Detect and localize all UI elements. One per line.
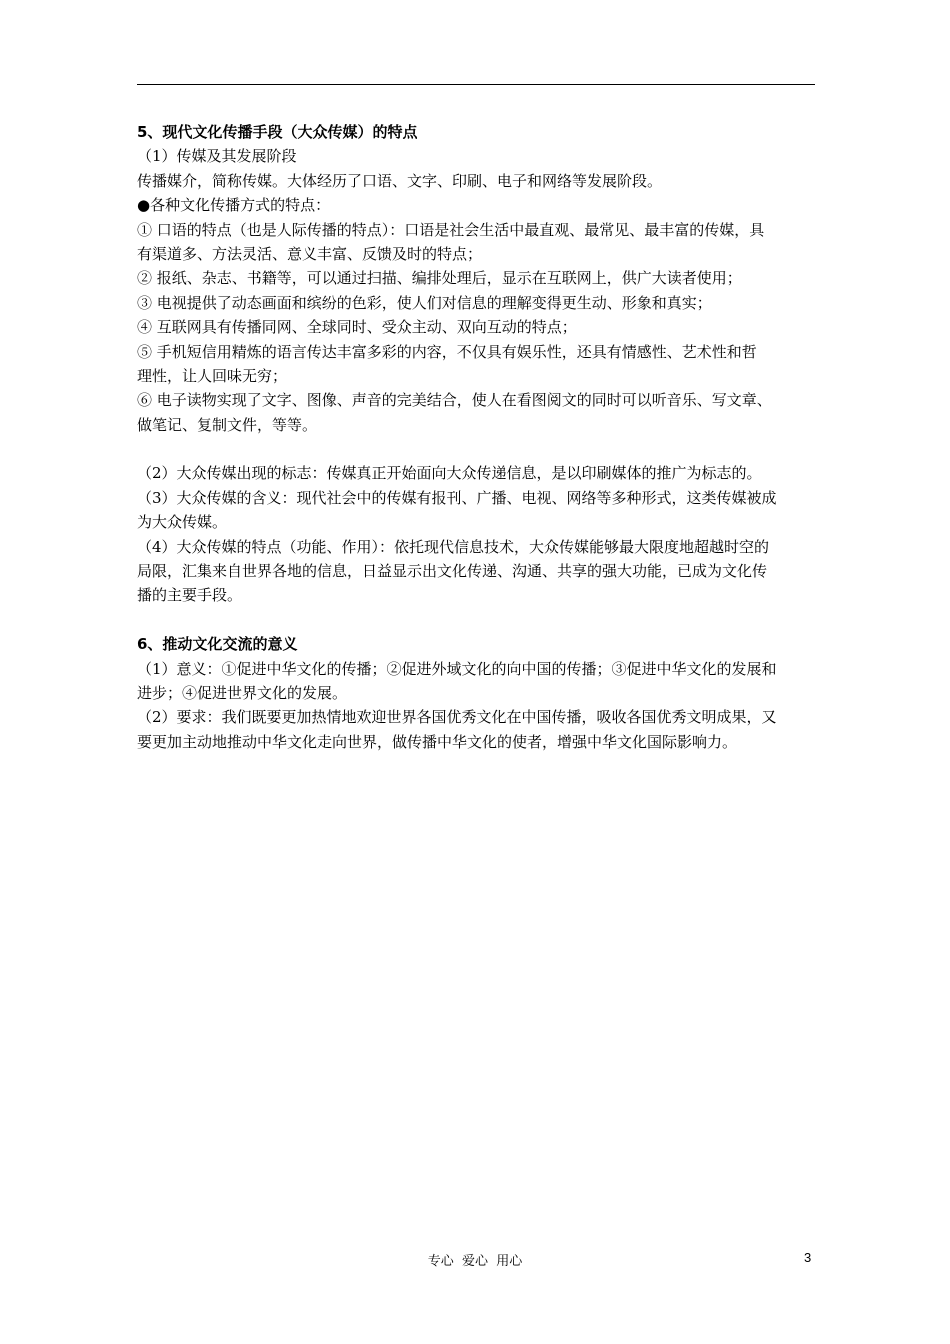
paragraph-line: ④ 互联网具有传播同网、全球同时、受众主动、双向互动的特点； — [137, 318, 577, 337]
paragraph-line: 做笔记、复制文件，等等。 — [137, 415, 318, 434]
paragraph-line: ●各种文化传播方式的特点： — [137, 196, 331, 215]
paragraph-line: （3）大众传媒的含义：现代社会中的传媒有报刊、广播、电视、网络等多种形式，这类传媒被成 — [137, 488, 777, 507]
paragraph-line: ⑥ 电子读物实现了文字、图像、声音的完美结合，使人在看图阅文的同时可以听音乐、写文章、 — [137, 391, 772, 410]
section-6-heading: 6、推动文化交流的意义 — [137, 635, 298, 654]
section-5-heading: 5、现代文化传播手段（大众传媒）的特点 — [137, 123, 418, 141]
blank-line — [137, 437, 817, 461]
paragraph-line: 传播媒介，简称传媒。大体经历了口语、文字、印刷、电子和网络等发展阶段。 — [137, 171, 663, 190]
footer-motto: 专心 爱心 用心 — [427, 1254, 523, 1269]
document-body — [137, 120, 817, 754]
paragraph-line: （2）要求：我们既要更加热情地欢迎世界各国优秀文化在中国传播，吸收各国优秀文明成果，又 — [137, 708, 777, 727]
paragraph-line: （2）大众传媒出现的标志：传媒真正开始面向大众传递信息，是以印刷媒体的推广为标志的。 — [137, 464, 762, 483]
paragraph-line: （1）传媒及其发展阶段 — [137, 147, 297, 166]
paragraph-line: （4）大众传媒的特点（功能、作用）：依托现代信息技术，大众传媒能够最大限度地超越时空的 — [137, 537, 770, 556]
paragraph-line: （1）意义：①促进中华文化的传播；②促进外域文化的向中国的传播；③促进中华文化的发展和 — [137, 659, 777, 678]
paragraph-line: ⑤ 手机短信用精炼的语言传达丰富多彩的内容，不仅具有娱乐性，还具有情感性、艺术性和哲 — [137, 342, 757, 361]
paragraph-line: 为大众传媒。 — [137, 513, 228, 532]
page-number: 3 — [804, 1250, 812, 1265]
paragraph-line: 有渠道多、方法灵活、意义丰富、反馈及时的特点； — [137, 244, 483, 263]
paragraph-line: 理性，让人回味无穷； — [137, 366, 288, 385]
paragraph-line: 进步；④促进世界文化的发展。 — [137, 683, 348, 702]
blank-line — [137, 608, 817, 632]
paragraph-line: 播的主要手段。 — [137, 586, 243, 605]
paragraph-line: ② 报纸、杂志、书籍等，可以通过扫描、编排处理后，显示在互联网上，供广大读者使用； — [137, 269, 742, 288]
header-rule — [137, 84, 815, 85]
paragraph-line: ③ 电视提供了动态画面和缤纷的色彩，使人们对信息的理解变得更生动、形象和真实； — [137, 293, 712, 312]
paragraph-line: 要更加主动地推动中华文化走向世界，做传播中华文化的使者，增强中华文化国际影响力。 — [137, 732, 738, 751]
paragraph-line: 局限，汇集来自世界各地的信息，日益显示出文化传递、沟通、共享的强大功能，已成为文化传 — [137, 562, 768, 581]
paragraph-line: ① 口语的特点（也是人际传播的特点）：口语是社会生活中最直观、最常见、最丰富的传媒，具 — [137, 220, 765, 239]
